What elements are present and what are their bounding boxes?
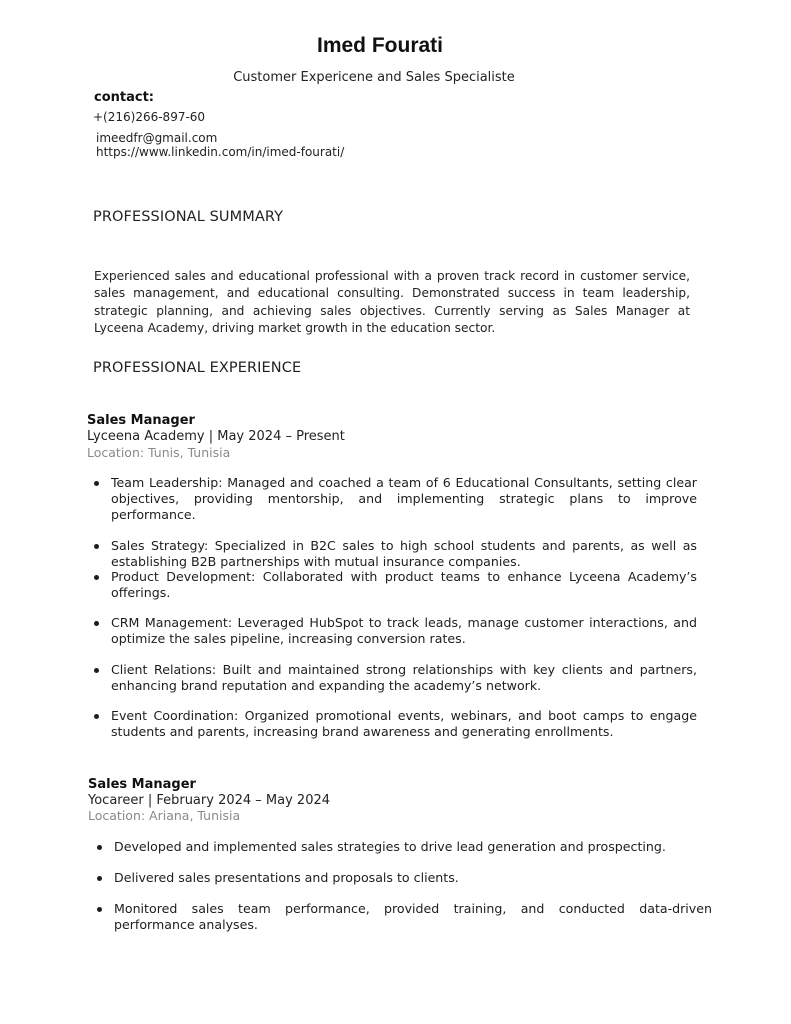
list-item-text: Event Coordination: Organized promotional events, webinars, and boot camps to engage students and parents, increasing brand awareness and generating enrollments.	[111, 708, 697, 739]
job-company: Lyceena Academy | May 2024 – Present	[87, 429, 345, 444]
list-item	[114, 870, 712, 886]
list-item	[111, 569, 697, 601]
summary-heading: PROFESSIONAL SUMMARY	[93, 209, 284, 225]
list-item-text: Monitored sales team performance, provided training, and conducted data-driven performance analyses.	[114, 901, 712, 932]
bullet-dot-icon	[94, 544, 99, 549]
bullet-dot-icon	[94, 575, 99, 580]
list-item-text: Product Development: Collaborated with product teams to enhance Lyceena Academy’s offerings.	[111, 569, 697, 600]
candidate-subtitle: Customer Expericene and Sales Specialiste	[233, 70, 515, 85]
contact-phone: +(216)266-897-60	[93, 110, 206, 124]
job-title: Sales Manager	[87, 413, 195, 428]
list-item-text: Team Leadership: Managed and coached a team of 6 Educational Consultants, setting clear objectives, providing mentorship, and implementing strategic plans to improve performance.	[111, 475, 697, 522]
bullet-dot-icon	[97, 876, 102, 881]
list-item	[114, 901, 712, 933]
list-item	[111, 662, 697, 694]
job-company: Yocareer | February 2024 – May 2024	[88, 793, 331, 808]
bullet-dot-icon	[97, 907, 102, 912]
list-item	[111, 708, 697, 740]
experience-heading: PROFESSIONAL EXPERIENCE	[93, 360, 302, 376]
list-item-text: CRM Management: Leveraged HubSpot to track leads, manage customer interactions, and optimize the sales pipeline, increasing conversion rates.	[111, 615, 697, 646]
summary-text: Experienced sales and educational professional with a proven track record in customer service, sales management, and educational consulting. Demonstrated success in team leadership, strategic planning, and achieving sales objectives. Currently serving as Sales Manager at Lyceena Academy, driving market growth in the education sector.	[94, 269, 690, 335]
list-item-text: Client Relations: Built and maintained strong relationships with key clients and partners, enhancing brand reputation and expanding the academy’s network.	[111, 662, 697, 693]
job-location: Location: Tunis, Tunisia	[87, 445, 231, 460]
list-item-text: Delivered sales presentations and proposals to clients.	[114, 870, 459, 885]
list-item	[114, 839, 712, 855]
job-title: Sales Manager	[88, 777, 196, 792]
list-item	[111, 538, 697, 570]
list-item-text: Sales Strategy: Specialized in B2C sales to high school students and parents, as well as establishing B2B partnerships with mutual insurance companies.	[111, 538, 697, 569]
contact-linkedin: https://www.linkedin.com/in/imed-fourati/	[96, 145, 345, 159]
bullet-dot-icon	[97, 845, 102, 850]
job-location: Location: Ariana, Tunisia	[88, 808, 241, 823]
list-item	[111, 475, 697, 523]
list-item	[111, 615, 697, 647]
contact-heading: contact:	[94, 90, 154, 105]
bullet-dot-icon	[94, 481, 99, 486]
bullet-dot-icon	[94, 621, 99, 626]
bullet-dot-icon	[94, 668, 99, 673]
list-item-text: Developed and implemented sales strategies to drive lead generation and prospecting.	[114, 839, 666, 854]
bullet-dot-icon	[94, 714, 99, 719]
contact-email: imeedfr@gmail.com	[96, 131, 218, 145]
candidate-name: Imed Fourati	[316, 34, 443, 57]
